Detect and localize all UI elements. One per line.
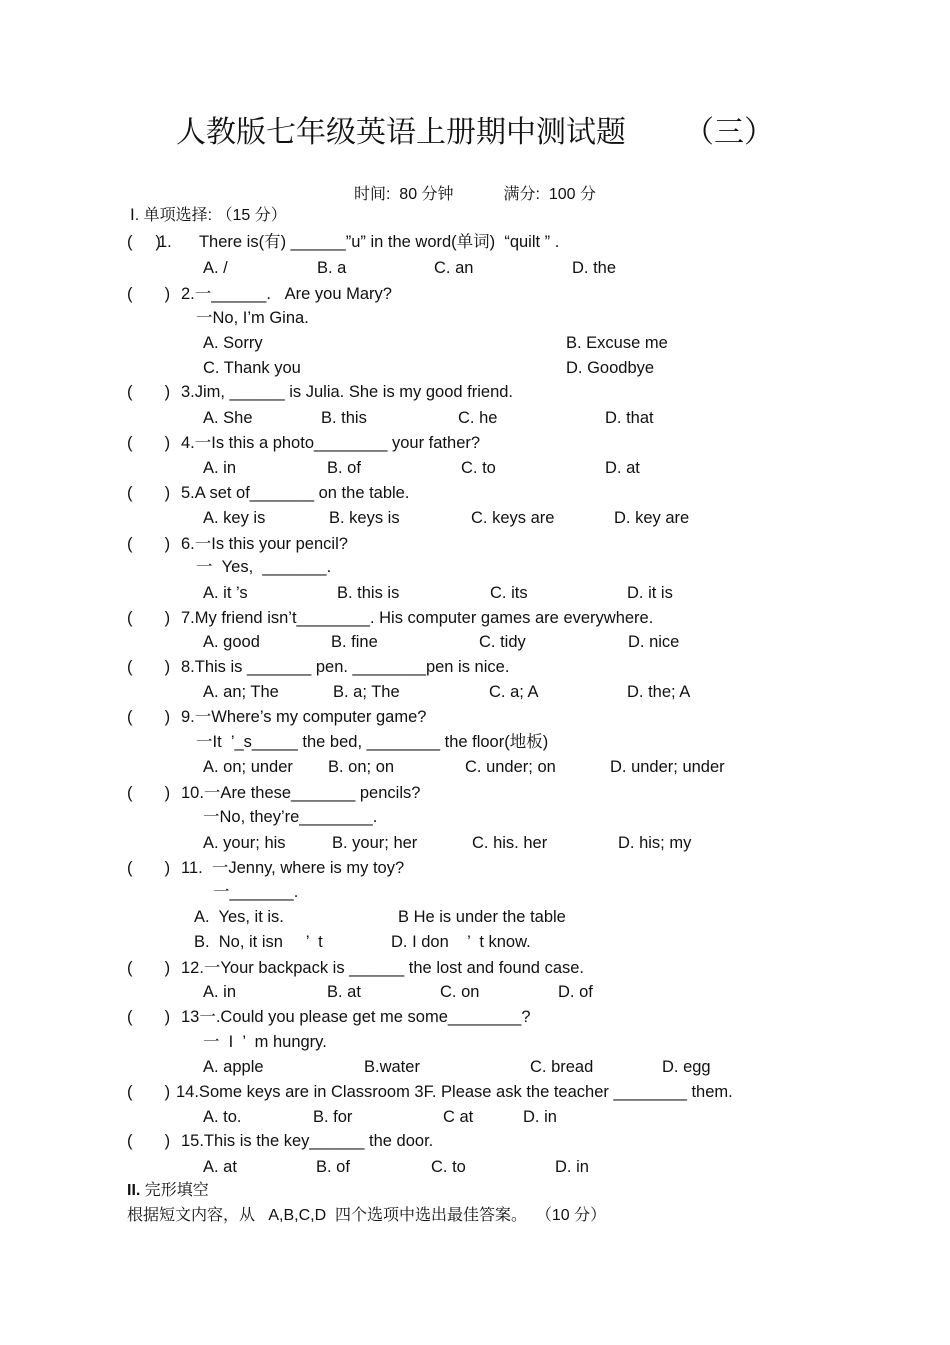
q2-option-a[interactable]: A. Sorry [203,334,263,352]
q12-option-a[interactable]: A. in [203,983,237,1001]
q10-option-b[interactable]: B. your; her [332,834,418,852]
answer-blank-4[interactable]: ( ) [127,434,171,452]
q7-option-c[interactable]: C. tidy [479,633,526,651]
question-5-stem: 5.A set of_______ on the table. [181,484,410,502]
q13-option-c[interactable]: C. bread [530,1058,594,1076]
q15-option-c[interactable]: C. to [431,1158,466,1176]
q6-option-b[interactable]: B. this is [337,584,400,602]
q13-option-a[interactable]: A. apple [203,1058,264,1076]
q14-option-b[interactable]: B. for [313,1108,353,1126]
q15-option-a[interactable]: A. at [203,1158,237,1176]
title-number: （三） [684,115,774,150]
section-2-number: II. [127,1182,141,1199]
question-9-stem: 9.一Where’s my computer game? [181,708,427,726]
page-title [0,114,950,152]
q2-option-c[interactable]: C. Thank you [203,359,301,377]
q9-option-b[interactable]: B. on; on [328,758,395,776]
q11-option-d[interactable]: D. I don ’ t know. [391,933,531,951]
q9-option-a[interactable]: A. on; under [203,758,293,776]
question-10-stem: 10.一Are these_______ pencils? [181,784,421,802]
q8-option-a[interactable]: A. an; The [203,683,279,701]
question-11-reply: 一_______. [213,883,299,901]
question-13-reply: 一 I ’ m hungry. [203,1033,327,1051]
question-1-stem: 1. There is(有) ______”u” in the word(单词) “quilt ” . [158,233,560,251]
answer-blank-1[interactable]: ( ) [127,233,161,251]
section-2-instruction: 根据短文内容，从 A,B,C,D 四个选项中选出最佳答案。 （10 分） [127,1207,607,1224]
section-1-heading: Ⅰ. 单项选择: （15 分） [130,207,287,224]
q5-option-b[interactable]: B. keys is [329,509,400,527]
answer-blank-3[interactable]: ( ) [127,383,171,401]
q14-option-c[interactable]: C at [443,1108,474,1126]
q9-option-d[interactable]: D. under; under [610,758,725,776]
question-6-reply: 一 Yes, _______. [196,558,332,576]
q3-option-a[interactable]: A. She [203,409,253,427]
q5-option-d[interactable]: D. key are [614,509,690,527]
q6-option-a[interactable]: A. it ’s [203,584,248,602]
question-10-reply: 一No, they’re________. [203,808,378,826]
q1-option-c[interactable]: C. an [434,259,474,277]
section-2-heading [127,1181,209,1201]
q9-option-c[interactable]: C. under; on [465,758,556,776]
q10-option-d[interactable]: D. his; my [618,834,692,852]
q4-option-b[interactable]: B. of [327,459,361,477]
q5-option-c[interactable]: C. keys are [471,509,555,527]
question-11-stem: 11. 一Jenny, where is my toy? [181,859,405,877]
answer-blank-5[interactable]: ( ) [127,484,171,502]
question-12-stem: 12.一Your backpack is ______ the lost and found case. [181,959,585,977]
title-text: 人教版七年级英语上册期中测试题 [176,115,626,150]
q13-option-b[interactable]: B.water [364,1058,420,1076]
q3-option-d[interactable]: D. that [605,409,654,427]
q11-option-b[interactable]: B He is under the table [398,908,566,926]
question-8-stem: 8.This is _______ pen. ________pen is nice. [181,658,510,676]
exam-score: 满分: 100 分 [503,186,597,203]
answer-blank-14[interactable]: ( ) [127,1083,171,1101]
section-2-title: 完形填空 [140,1182,209,1199]
q12-option-d[interactable]: D. of [558,983,593,1001]
answer-blank-8[interactable]: ( ) [127,658,171,676]
q8-option-c[interactable]: C. a; A [489,683,539,701]
question-2-reply: 一No, I’m Gina. [196,309,309,327]
question-3-stem: 3.Jim, ______ is Julia. She is my good friend. [181,383,514,401]
question-9-reply: 一It ’_s_____ the bed, ________ the floor(地板) [196,733,549,751]
q11-option-c[interactable]: B. No, it isn ’ t [194,933,323,951]
answer-blank-13[interactable]: ( ) [127,1008,171,1026]
answer-blank-11[interactable]: ( ) [127,859,171,877]
q5-option-a[interactable]: A. key is [203,509,266,527]
q2-option-b[interactable]: B. Excuse me [566,334,668,352]
q6-option-d[interactable]: D. it is [627,584,673,602]
answer-blank-7[interactable]: ( ) [127,609,171,627]
answer-blank-15[interactable]: ( ) [127,1132,171,1150]
exam-time: 时间: 80 分钟 [353,186,454,203]
q4-option-c[interactable]: C. to [461,459,496,477]
q1-option-a[interactable]: A. / [203,259,228,277]
q2-option-d[interactable]: D. Goodbye [566,359,655,377]
question-4-stem: 4.一Is this a photo________ your father? [181,434,481,452]
answer-blank-2[interactable]: ( ) [127,285,171,303]
exam-meta [0,181,950,204]
q7-option-d[interactable]: D. nice [628,633,680,651]
question-2-stem: 2.一______. Are you Mary? [181,285,392,303]
q4-option-a[interactable]: A. in [203,459,237,477]
q7-option-b[interactable]: B. fine [331,633,378,651]
q6-option-c[interactable]: C. its [490,584,528,602]
question-14-stem: 14.Some keys are in Classroom 3F. Please ask the teacher ________ them. [176,1083,733,1101]
q4-option-d[interactable]: D. at [605,459,640,477]
q14-option-d[interactable]: D. in [523,1108,557,1126]
q10-option-a[interactable]: A. your; his [203,834,286,852]
q3-option-c[interactable]: C. he [458,409,498,427]
q13-option-d[interactable]: D. egg [662,1058,711,1076]
q11-option-a[interactable]: A. Yes, it is. [194,908,284,926]
answer-blank-6[interactable]: ( ) [127,535,171,553]
q15-option-b[interactable]: B. of [316,1158,350,1176]
q10-option-c[interactable]: C. his. her [472,834,548,852]
q14-option-a[interactable]: A. to. [203,1108,242,1126]
q8-option-b[interactable]: B. a; The [333,683,400,701]
question-15-stem: 15.This is the key______ the door. [181,1132,434,1150]
answer-blank-10[interactable]: ( ) [127,784,171,802]
q3-option-b[interactable]: B. this [321,409,367,427]
question-7-stem: 7.My friend isn’t________. His computer games are everywhere. [181,609,654,627]
question-6-stem: 6.一Is this your pencil? [181,535,348,553]
q8-option-d[interactable]: D. the; A [627,683,691,701]
answer-blank-9[interactable]: ( ) [127,708,171,726]
q1-option-b[interactable]: B. a [317,259,347,277]
q12-option-b[interactable]: B. at [327,983,361,1001]
q1-option-d[interactable]: D. the [572,259,617,277]
q12-option-c[interactable]: C. on [440,983,480,1001]
q15-option-d[interactable]: D. in [555,1158,589,1176]
question-13-stem: 13一.Could you please get me some________? [181,1008,531,1026]
answer-blank-12[interactable]: ( ) [127,959,171,977]
q7-option-a[interactable]: A. good [203,633,260,651]
